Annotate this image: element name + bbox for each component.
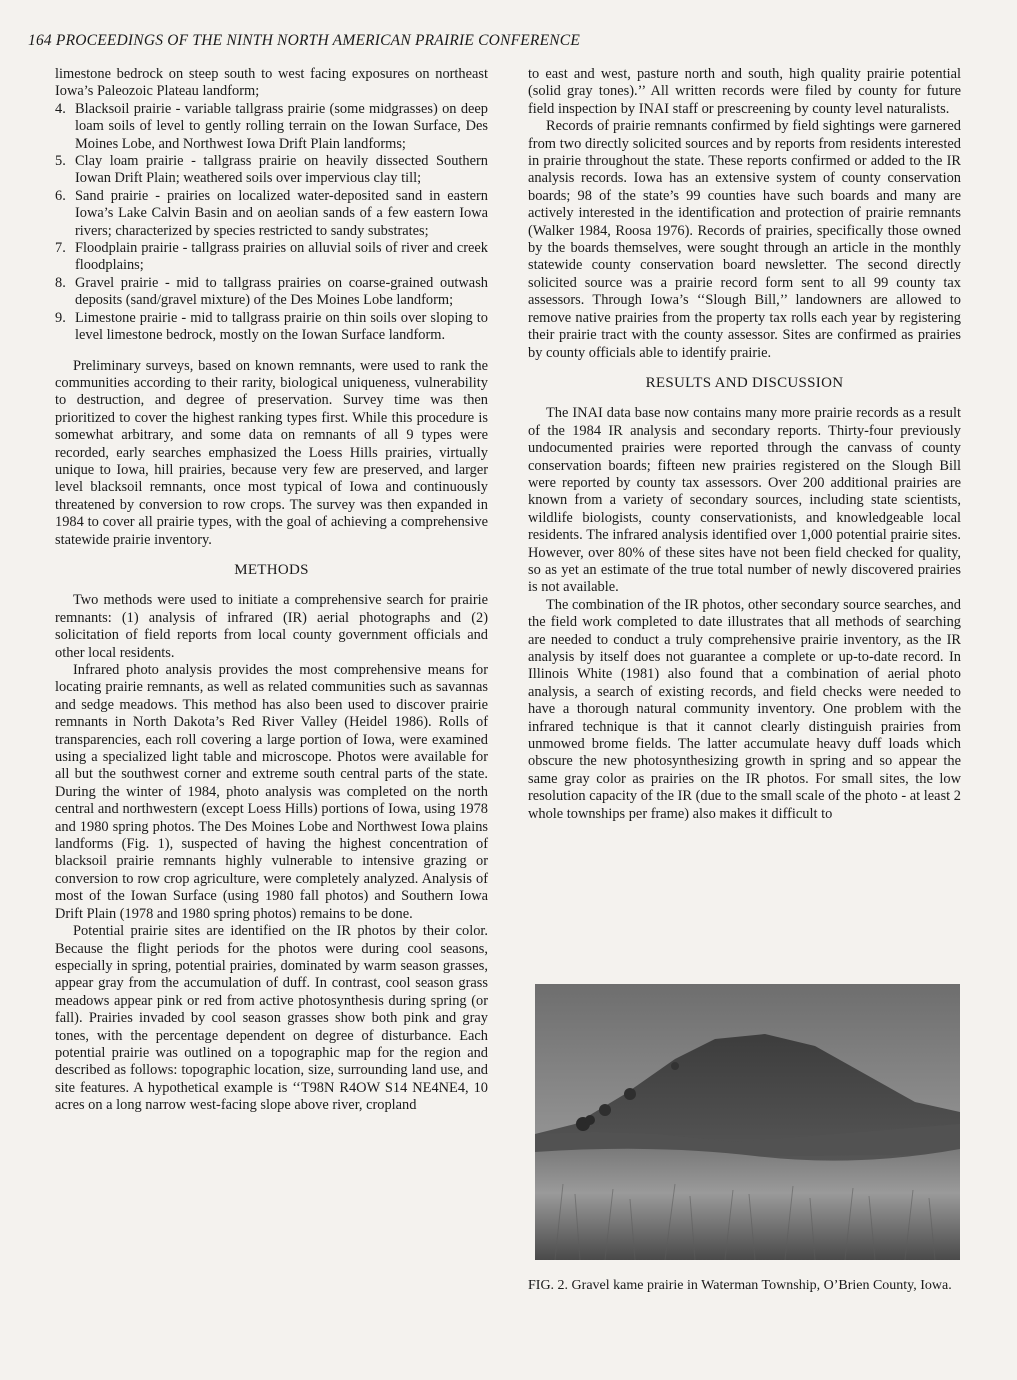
continuation-paragraph: to east and west, pasture north and south, high quality prairie potential (solid gray tones).’’ All written records were filed by county for future field inspection by INAI staff or prescreening by county level naturalists. bbox=[528, 66, 961, 117]
figure-caption: FIG. 2. Gravel kame prairie in Waterman Township, O’Brien County, Iowa. bbox=[528, 1278, 952, 1293]
prairie-type-list bbox=[55, 101, 488, 345]
figure-photo bbox=[535, 984, 960, 1260]
list-item: 6. Sand prairie - prairies on localized water-deposited sand in eastern Iowa’s Lake Calvin Basin and on aeolian sands of a few eastern Iowa rivers; characterized by species restricted to sandy substrates; bbox=[55, 187, 488, 239]
prairie-photo-image bbox=[535, 984, 960, 1260]
methods-paragraph-2: Infrared photo analysis provides the most comprehensive means for locating prairie remnants, as well as related communities such as savannas and sedge meadows. This method has also been used to discover prairie remnants in North Dakota’s Red River Valley (Heidel 1986). Rolls of transparencies, each roll covering a large portion of Iowa, were examined using a specialized light table and microscope. Photos were available for all but the southwest corner and extreme south central parts of the state. During the winter of 1984, photo analysis was completed on the north central and northwestern (except Loess Hills) portions of Iowa, using 1978 and 1980 spring photos. The Des Moines Lobe and Northwest Iowa plains landforms (Fig. 1), suspected of having the highest concentration of blacksoil prairie remnants highly vulnerable to intensive grazing or conversion to row crop agriculture, were completely analyzed. Analysis of most of the Iowan Surface (using 1980 fall photos) and Southern Iowa Drift Plain (1978 and 1980 spring photos) remains to be done. bbox=[55, 662, 488, 922]
preliminary-paragraph: Preliminary surveys, based on known remnants, were used to rank the communities according to their rarity, biological uniqueness, vulnerability to destruction, and degree of preservation. Survey time was then prioritized to cover the highest ranking types first. While this procedure is somewhat arbitrary, and some data on remnants of all 9 types were recorded, early searches emphasized the Loess Hills prairies, virtually unique to Iowa, hill prairies, because very few are preserved, and larger level blacksoil remnants, once most typical of Iowa and continuously threatened by conversion to row crops. The survey was then expanded in 1984 to cover all prairie types, with the goal of achieving a comprehensive statewide prairie inventory. bbox=[55, 357, 488, 548]
methods-paragraph-1: Two methods were used to initiate a comprehensive search for prairie remnants: (1) analysis of infrared (IR) aerial photographs and (2) solicitation of field reports from local county government officials and other local residents. bbox=[55, 592, 488, 661]
list-item: 8. Gravel prairie - mid to tallgrass prairies on coarse-grained outwash deposits (sand/gravel mixture) of the Des Moines Lobe landform; bbox=[55, 274, 488, 309]
results-heading: RESULTS AND DISCUSSION bbox=[645, 374, 844, 391]
left-column bbox=[55, 66, 488, 1115]
methods-paragraph-3: Potential prairie sites are identified on the IR photos by their color. Because the flight periods for the photos were during cool seasons, especially in spring, potential prairies, dominated by warm season grasses, appear gray from the accumulation of duff. In contrast, cool season grass meadows appear pink or red from active photosynthesis during spring (or fall). Prairies invaded by cool season grasses show both pink and gray tones, with the percentage dependent on degree of disturbance. Each potential prairie was outlined on a topographic map for the region and described as follows: topographic location, size, surrounding land use, and site features. A hypothetical example is ‘‘T98N R4OW S14 NE4NE4, 10 acres on a long narrow west-facing slope above river, cropland bbox=[55, 923, 488, 1114]
right-column bbox=[528, 66, 961, 823]
running-head: 164 PROCEEDINGS OF THE NINTH NORTH AMERICAN PRAIRIE CONFERENCE bbox=[28, 32, 580, 49]
intro-continuation: limestone bedrock on steep south to west facing exposures on northeast Iowa’s Paleozoic Plateau landform; bbox=[55, 66, 488, 100]
list-item: 9. Limestone prairie - mid to tallgrass prairie on thin soils over sloping to level limestone bedrock, mostly on the Iowan Surface landform. bbox=[55, 309, 488, 344]
list-item: 7. Floodplain prairie - tallgrass prairies on alluvial soils of river and creek floodplains; bbox=[55, 240, 488, 274]
results-paragraph-2: The combination of the IR photos, other secondary source searches, and the field work completed to date illustrates that all methods of searching are needed to conduct a truly comprehensive prairie inventory, as the IR analysis by itself does not guarantee a complete or up-to-date record. In Illinois White (1981) also found that a combination of aerial photo analysis, a search of existing records, and field checks were needed to have a thorough natural community inventory. One problem with the infrared technique is that it cannot clearly distinguish prairies from unmowed brome fields. The latter accumulate heavy duff loads which obscure the new photosynthesizing growth in spring and so appear the same gray color as prairies on the IR photos. For small sites, the low resolution capacity of the IR (due to the small scale of the photo - at least 2 whole townships per frame) also makes it difficult to bbox=[528, 596, 961, 822]
results-paragraph-1: The INAI data base now contains many more prairie records as a result of the 1984 IR analysis and secondary reports. Thirty-four previously undocumented prairies were reported through the canvass of county conservation boards; fifteen new prairies registered on the Slough Bill were reported by county tax assessors. Over 200 additional prairies are known from a variety of secondary sources, including state scientists, wildlife biologists, county conservationists, and knowledgeable local residents. The infrared analysis identified over 1,000 potential prairie sites. However, over 80% of these sites have not been field checked for quality, so as yet an estimate of the true total number of newly discovered prairies is not available. bbox=[528, 405, 961, 596]
records-paragraph: Records of prairie remnants confirmed by field sightings were garnered from two directly solicited sources and by reports from residents interested in prairie throughout the state. These reports confirmed or added to the IR analysis records. Iowa has an extensive system of county conservation boards; 98 of the state’s 99 counties have such boards and many are actively interested in the identification and protection of prairie remnants (Walker 1984, Roosa 1976). Records of prairies, specifically those owned by the boards themselves, were sought through an article in the monthly statewide county conservation board newsletter. The second directly solicited source was a prairie record form sent to all 99 county tax assessors. Through Iowa’s ‘‘Slough Bill,’’ landowners are allowed to remove native prairies from the property tax rolls each year by registering their prairie tract with the county assessor. Sites are confirmed as prairies by county officials able to identify prairie. bbox=[528, 118, 961, 361]
methods-heading: METHODS bbox=[234, 561, 309, 578]
list-item: 4. Blacksoil prairie - variable tallgrass prairie (some midgrasses) on deep loam soils of level to gently rolling terrain on the Iowan Surface, Des Moines Lobe, and Northwest Iowa Drift Plain landforms; bbox=[55, 100, 488, 152]
list-item: 5. Clay loam prairie - tallgrass prairie on heavily dissected Southern Iowan Drift Plain; weathered soils over impervious clay till; bbox=[55, 153, 488, 187]
